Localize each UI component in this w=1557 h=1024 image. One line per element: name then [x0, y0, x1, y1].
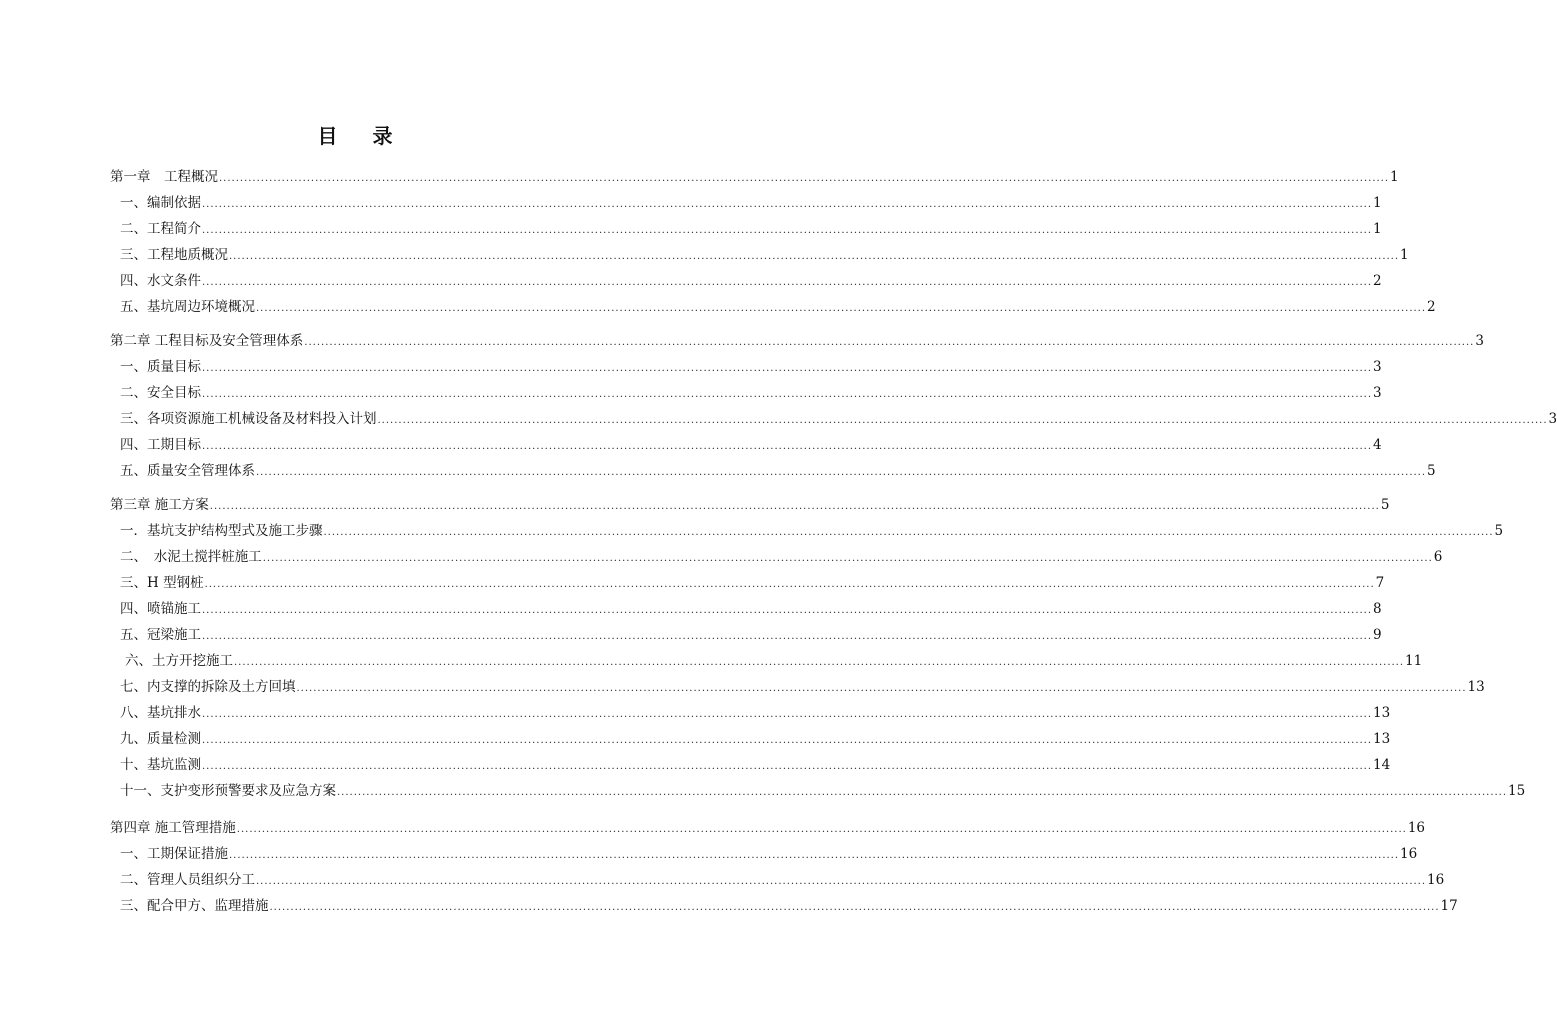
toc-entry[interactable] [120, 677, 1485, 697]
toc-entry[interactable] [120, 729, 1391, 749]
toc-leader-dots: ........................................................................................................................................................................................................................................................................................ [256, 303, 1427, 314]
toc-entry[interactable] [120, 755, 1391, 775]
toc-leader-dots: ........................................................................................................................................................................................................................................................................................ [377, 415, 1548, 426]
toc-leader-dots: ........................................................................................................................................................................................................................................................................................ [296, 683, 1467, 694]
toc-entry[interactable] [120, 435, 1382, 455]
toc-entry[interactable] [120, 219, 1382, 239]
toc-leader-dots: ........................................................................................................................................................................................................................................................................................ [229, 850, 1400, 861]
toc-entry-label: 四、工期目标 [120, 437, 201, 453]
toc-page-number: 14 [1373, 757, 1391, 773]
toc-page-number: 7 [1375, 575, 1385, 591]
toc-page-number: 5 [1494, 523, 1504, 539]
toc-entry[interactable] [120, 599, 1382, 619]
toc-entry[interactable] [120, 297, 1436, 317]
toc-leader-dots: ........................................................................................................................................................................................................................................................................................ [337, 787, 1508, 798]
toc-entry-label: 五、冠梁施工 [120, 627, 201, 643]
toc-entry[interactable] [120, 703, 1391, 723]
toc-page-number: 13 [1373, 731, 1391, 747]
toc-leader-dots: ........................................................................................................................................................................................................................................................................................ [202, 605, 1373, 616]
toc-page-number: 17 [1440, 898, 1458, 914]
toc-leader-dots: ........................................................................................................................................................................................................................................................................................ [202, 441, 1373, 452]
toc-entry-label: 三、各项资源施工机械设备及材料投入计划 [120, 411, 377, 427]
toc-page-number: 4 [1373, 437, 1382, 453]
toc-entry-label: 十一、支护变形预警要求及应急方案 [120, 783, 336, 799]
toc-leader-dots: ........................................................................................................................................................................................................................................................................................ [262, 553, 1433, 564]
toc-page-number: 3 [1475, 333, 1484, 349]
toc-entry[interactable] [110, 495, 1390, 515]
toc-entry-label: 九、质量检测 [120, 731, 201, 747]
toc-leader-dots: ........................................................................................................................................................................................................................................................................................ [236, 824, 1407, 835]
toc-entry-label: 十、基坑监测 [120, 757, 201, 773]
toc-entry[interactable] [120, 357, 1382, 377]
toc-entry-label: 四、水文条件 [120, 273, 201, 289]
toc-entry-label: 六、土方开挖施工 [125, 653, 233, 669]
toc-page-number: 9 [1373, 627, 1382, 643]
toc-entry-label: 五、质量安全管理体系 [120, 463, 255, 479]
toc-entry-label: 三、H 型钢桩 [120, 575, 204, 591]
toc-leader-dots: ........................................................................................................................................................................................................................................................................................ [229, 251, 1400, 262]
toc-entry-label: 第三章 施工方案 [110, 497, 209, 513]
toc-entry-label: 二、安全目标 [120, 385, 201, 401]
toc-leader-dots: ........................................................................................................................................................................................................................................................................................ [256, 876, 1427, 887]
toc-page-number: 1 [1390, 169, 1399, 185]
toc-page-number: 13 [1467, 679, 1485, 695]
toc-entry-label: 一、工期保证措施 [120, 846, 228, 862]
toc-leader-dots: ........................................................................................................................................................................................................................................................................................ [204, 579, 1375, 590]
toc-entry-label: 一．基坑支护结构型式及施工步骤 [120, 523, 323, 539]
toc-entry[interactable] [120, 573, 1385, 593]
toc-page-number: 1 [1400, 247, 1409, 263]
toc-leader-dots: ........................................................................................................................................................................................................................................................................................ [256, 467, 1427, 478]
toc-leader-dots: ........................................................................................................................................................................................................................................................................................ [202, 389, 1373, 400]
toc-entry[interactable] [110, 331, 1484, 351]
toc-page-number: 13 [1373, 705, 1391, 721]
toc-page-number: 5 [1427, 463, 1436, 479]
toc-entry-label: 二、 水泥土搅拌桩施工 [120, 549, 262, 565]
toc-leader-dots: ........................................................................................................................................................................................................................................................................................ [323, 527, 1494, 538]
toc-page-number: 15 [1508, 783, 1526, 799]
toc-leader-dots: ........................................................................................................................................................................................................................................................................................ [202, 199, 1373, 210]
toc-page-number: 16 [1407, 820, 1426, 836]
toc-page-number: 1 [1373, 221, 1382, 237]
toc-entry[interactable] [120, 781, 1526, 801]
toc-entry-label: 三、配合甲方、监理措施 [120, 898, 269, 914]
toc-entry-label: 第一章 工程概况 [110, 169, 218, 185]
toc-page-number: 5 [1380, 497, 1390, 513]
toc-entry[interactable] [120, 896, 1458, 916]
toc-entry[interactable] [120, 461, 1436, 481]
toc-leader-dots: ........................................................................................................................................................................................................................................................................................ [202, 735, 1373, 746]
toc-entry[interactable] [120, 383, 1382, 403]
toc-leader-dots: ........................................................................................................................................................................................................................................................................................ [234, 657, 1405, 668]
toc-entry[interactable] [120, 521, 1504, 541]
toc-page-number: 3 [1373, 359, 1382, 375]
toc-entry[interactable] [110, 818, 1426, 838]
toc-entry-label: 二、工程简介 [120, 221, 201, 237]
toc-page-number: 8 [1373, 601, 1382, 617]
toc-page-number: 3 [1548, 411, 1557, 427]
toc-entry[interactable] [120, 625, 1382, 645]
toc-entry-label: 第二章 工程目标及安全管理体系 [110, 333, 304, 349]
toc-leader-dots: ........................................................................................................................................................................................................................................................................................ [209, 501, 1380, 512]
toc-leader-dots: ........................................................................................................................................................................................................................................................................................ [202, 631, 1373, 642]
toc-page-number: 16 [1400, 846, 1418, 862]
toc-leader-dots: ........................................................................................................................................................................................................................................................................................ [202, 277, 1373, 288]
toc-entry-label: 第四章 施工管理措施 [110, 820, 236, 836]
toc-entry-label: 五、基坑周边环境概况 [120, 299, 255, 315]
toc-entry-label: 七、内支撑的拆除及土方回填 [120, 679, 296, 695]
toc-page-number: 6 [1433, 549, 1443, 565]
toc-entry[interactable] [120, 409, 1557, 429]
toc-entry[interactable] [120, 245, 1409, 265]
toc-entry[interactable] [120, 547, 1443, 567]
toc-entry-label: 四、喷锚施工 [120, 601, 201, 617]
toc-leader-dots: ........................................................................................................................................................................................................................................................................................ [202, 761, 1373, 772]
toc-entry[interactable] [125, 651, 1423, 671]
toc-entry[interactable] [120, 271, 1382, 291]
toc-entry-label: 一、质量目标 [120, 359, 201, 375]
toc-page-number: 16 [1427, 872, 1445, 888]
toc-leader-dots: ........................................................................................................................................................................................................................................................................................ [219, 173, 1390, 184]
toc-leader-dots: ........................................................................................................................................................................................................................................................................................ [202, 363, 1373, 374]
toc-page-number: 11 [1405, 653, 1423, 669]
toc-page-number: 2 [1427, 299, 1436, 315]
toc-entry-label: 一、编制依据 [120, 195, 201, 211]
toc-leader-dots: ........................................................................................................................................................................................................................................................................................ [202, 225, 1373, 236]
page-title: 目 录 [317, 124, 407, 148]
toc-leader-dots: ........................................................................................................................................................................................................................................................................................ [304, 337, 1475, 348]
toc-entry[interactable] [120, 844, 1418, 864]
toc-entry-label: 二、管理人员组织分工 [120, 872, 255, 888]
toc-entry-label: 八、基坑排水 [120, 705, 201, 721]
toc-leader-dots: ........................................................................................................................................................................................................................................................................................ [202, 709, 1373, 720]
toc-entry[interactable] [120, 193, 1382, 213]
toc-entry[interactable] [120, 870, 1445, 890]
toc-entry[interactable] [110, 167, 1399, 187]
toc-page-number: 1 [1373, 195, 1382, 211]
toc-leader-dots: ........................................................................................................................................................................................................................................................................................ [269, 902, 1440, 913]
toc-page-number: 3 [1373, 385, 1382, 401]
toc-page-number: 2 [1373, 273, 1382, 289]
toc-entry-label: 三、工程地质概况 [120, 247, 228, 263]
